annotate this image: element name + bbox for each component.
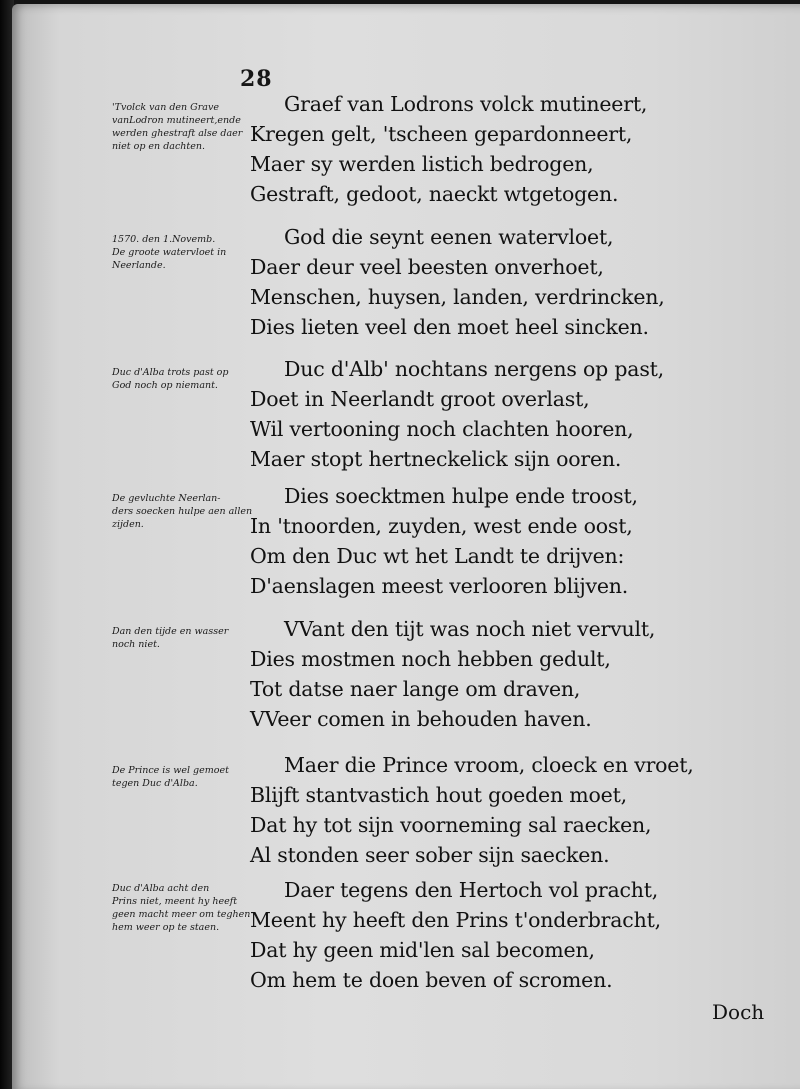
margin-note: 'Tvolck van den Grave vanLodron mutineert,ende werden ghestraft alse daer niet op en dachten. [112, 102, 243, 152]
verse [250, 614, 655, 734]
verse-line: Doet in Neerlandt groot overlast, [250, 387, 590, 411]
verse-line: Duc d'Alb' nochtans nergens op past, [284, 357, 664, 381]
margin-note: De Prince is wel gemoet tegen Duc d'Alba. [112, 765, 229, 789]
verse-line: God die seynt eenen watervloet, [284, 225, 614, 249]
margin-note: 1570. den 1.Novemb. De groote watervloet in Neerlande. [112, 234, 227, 271]
verse-line: Gestraft, gedoot, naeckt wtgetogen. [250, 182, 619, 206]
verse-line: VVeer comen in behouden haven. [250, 707, 592, 731]
verse-line: Wil vertooning noch clachten hooren, [250, 417, 634, 441]
margin-note: De gevluchte Neerlan- ders soecken hulpe aen allen zijden. [112, 493, 253, 530]
margin-note: Dan den tijde en wasser noch niet. [112, 626, 229, 650]
verse-line: Dat hy tot sijn voorneming sal raecken, [250, 813, 652, 837]
verse [250, 481, 638, 601]
verse [250, 89, 647, 209]
verse-line: Daer deur veel beesten onverhoet, [250, 255, 604, 279]
verse-line: Menschen, huysen, landen, verdrincken, [250, 285, 665, 309]
verse-line: D'aenslagen meest verlooren blijven. [250, 574, 629, 598]
verse-line: Blijft stantvastich hout goeden moet, [250, 783, 627, 807]
verse-line: Tot datse naer lange om draven, [250, 677, 581, 701]
verse-line: In 'tnoorden, zuyden, west ende oost, [250, 514, 633, 538]
verse-line: Dat hy geen mid'len sal becomen, [250, 938, 595, 962]
verse-line: Maer sy werden listich bedrogen, [250, 152, 594, 176]
page-number: 28 [240, 66, 273, 92]
verse-line: Daer tegens den Hertoch vol pracht, [284, 878, 659, 902]
verse-line: Om den Duc wt het Landt te drijven: [250, 544, 625, 568]
verse-line: Graef van Lodrons volck mutineert, [284, 92, 648, 116]
margin-note: Duc d'Alba acht den Prins niet, meent hy heeft geen macht meer om teghen hem weer op te staen. [112, 883, 251, 933]
verse [250, 875, 661, 995]
verse [250, 354, 664, 474]
verse-line: Al stonden seer sober sijn saecken. [250, 843, 610, 867]
verse-line: Maer stopt hertneckelick sijn ooren. [250, 447, 622, 471]
verse-line: Om hem te doen beven of scromen. [250, 968, 613, 992]
verse-line: Dies soecktmen hulpe ende troost, [284, 484, 638, 508]
verse-line: Maer die Prince vroom, cloeck en vroet, [284, 753, 694, 777]
margin-note: Duc d'Alba trots past op God noch op niemant. [112, 367, 229, 391]
verse-line: Dies lieten veel den moet heel sincken. [250, 315, 649, 339]
verse [250, 750, 694, 870]
verse-line: Dies mostmen noch hebben gedult, [250, 647, 611, 671]
verse-line: Kregen gelt, 'tscheen gepardonneert, [250, 122, 633, 146]
verse [250, 222, 665, 342]
catchword: Doch [712, 1000, 765, 1024]
verse-line: VVant den tijt was noch niet vervult, [284, 617, 656, 641]
verse-line: Meent hy heeft den Prins t'onderbracht, [250, 908, 661, 932]
